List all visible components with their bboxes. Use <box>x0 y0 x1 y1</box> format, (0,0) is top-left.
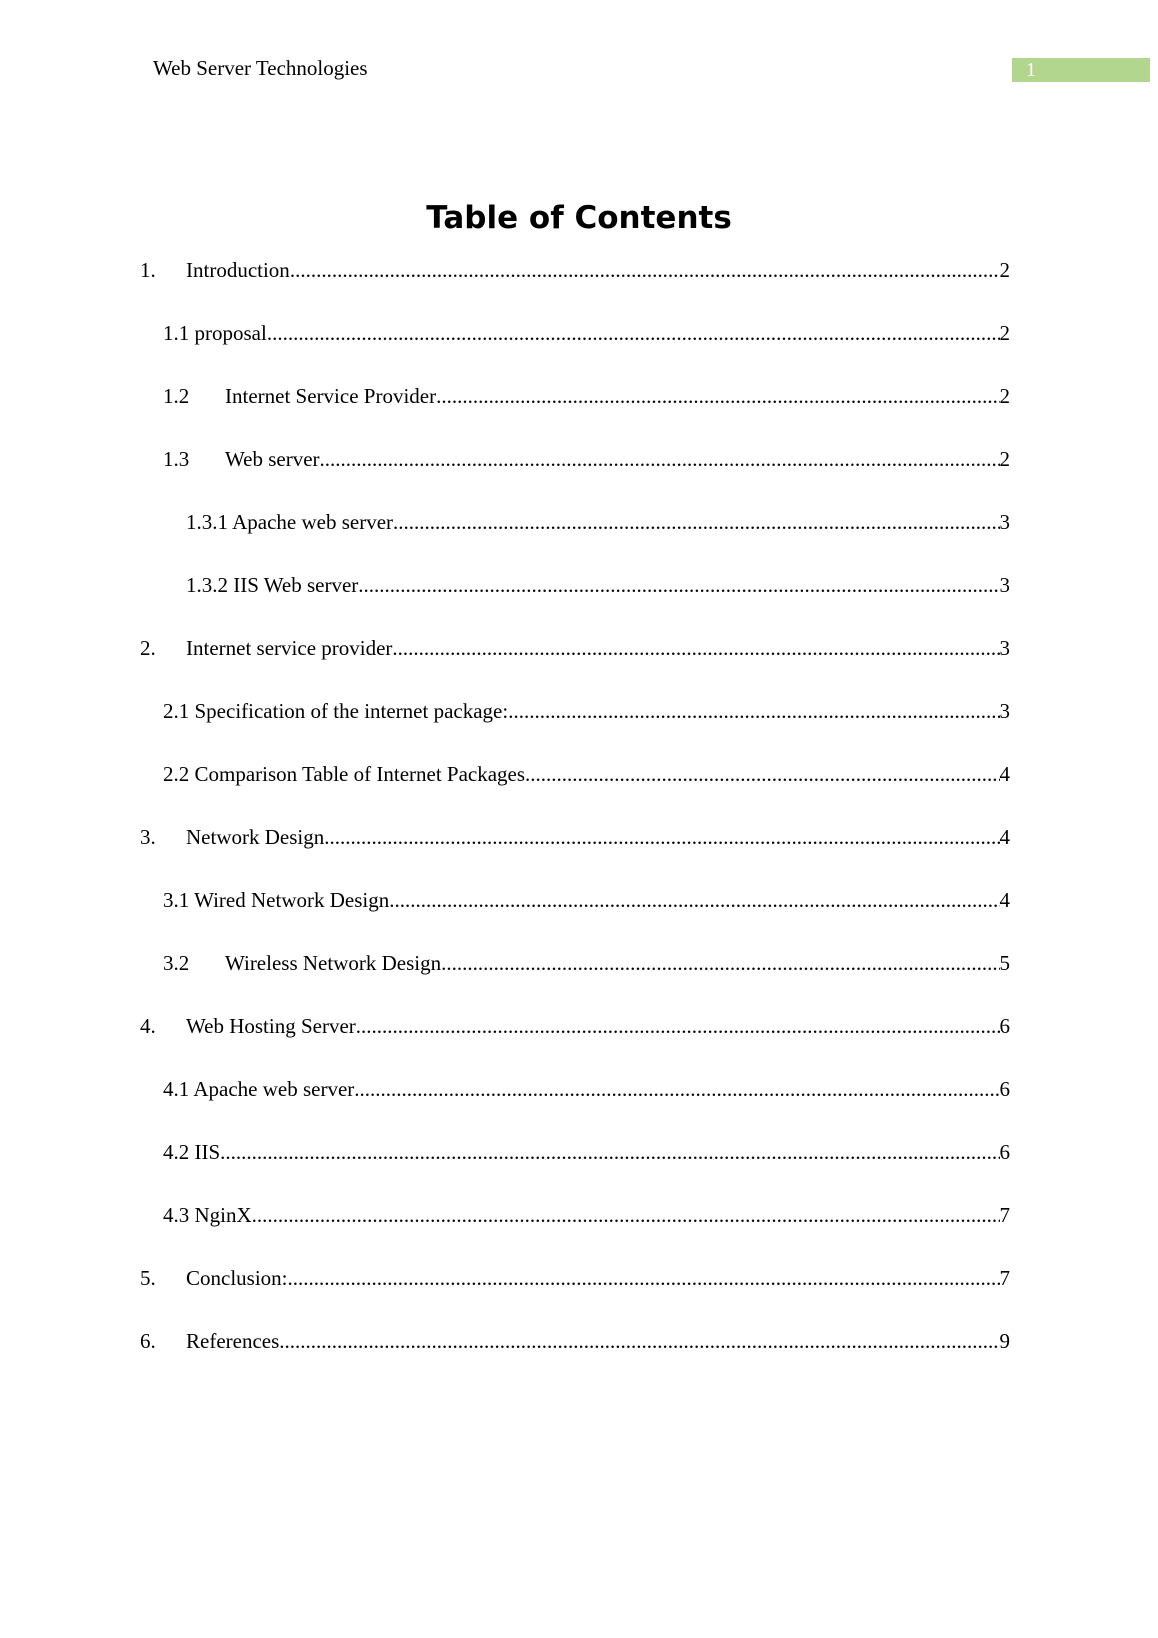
toc-entry-label: 1.3.1 Apache web server <box>186 510 394 534</box>
toc-entry-label: 4.1 Apache web server <box>163 1077 355 1101</box>
toc-entry[interactable] <box>163 697 1010 725</box>
toc-entry-label: Internet service provider <box>186 636 393 660</box>
toc-dot-leader <box>267 319 1000 347</box>
toc-entry-label: Wireless Network Design <box>225 951 442 975</box>
toc-dot-leader <box>354 1075 999 1103</box>
toc-entry-number: 4. <box>140 1014 156 1038</box>
toc-entry-label: Introduction <box>186 258 290 282</box>
toc-entry-number: 2. <box>140 636 156 660</box>
toc-entry-label: 1.1 proposal <box>163 321 267 345</box>
toc-entry[interactable] <box>163 1075 1010 1103</box>
toc-entry-number: 1. <box>140 258 156 282</box>
toc-entry[interactable] <box>186 571 1010 599</box>
toc-entry-page: 3 <box>999 573 1010 597</box>
toc-dot-leader <box>441 949 999 977</box>
toc-entry-label: Web Hosting Server <box>186 1014 356 1038</box>
toc-dot-leader <box>393 508 999 536</box>
toc-dot-leader <box>320 445 1000 473</box>
toc-dot-leader <box>324 823 999 851</box>
toc-entry[interactable] <box>163 1138 1010 1166</box>
toc-dot-leader <box>252 1201 1000 1229</box>
toc-entry-page: 6 <box>999 1140 1010 1164</box>
toc-dot-leader <box>356 1012 1000 1040</box>
toc-entry[interactable] <box>163 319 1010 347</box>
toc-entry-number: 3. <box>140 825 156 849</box>
toc-entry-label: 1.3.2 IIS Web server <box>186 573 359 597</box>
toc-entry-page: 9 <box>999 1329 1010 1353</box>
page-number-badge: 1 <box>1012 58 1150 82</box>
toc-entry[interactable] <box>163 1201 1010 1229</box>
toc-entry-page: 6 <box>999 1077 1010 1101</box>
toc-entry-page: 3 <box>999 636 1010 660</box>
running-header-title: Web Server Technologies <box>153 56 368 80</box>
toc-entry[interactable] <box>163 886 1010 914</box>
toc-entry-label: Network Design <box>186 825 325 849</box>
toc-entry-page: 6 <box>999 1014 1010 1038</box>
toc-entry-page: 3 <box>999 699 1010 723</box>
toc-entry-label: References <box>186 1329 280 1353</box>
toc-entry[interactable] <box>140 634 1010 662</box>
toc-entry-page: 2 <box>999 258 1010 282</box>
toc-entry[interactable] <box>140 823 1010 851</box>
toc-entry-page: 2 <box>999 384 1010 408</box>
toc-dot-leader <box>508 697 999 725</box>
toc-entry-label: Internet Service Provider <box>225 384 437 408</box>
toc-dot-leader <box>389 886 999 914</box>
toc-entry-label: Conclusion: <box>186 1266 288 1290</box>
toc-entry-page: 4 <box>999 825 1010 849</box>
toc-dot-leader <box>290 256 1000 284</box>
toc-dot-leader <box>279 1327 999 1355</box>
toc-entry-label: 4.3 NginX <box>163 1203 252 1227</box>
toc-entry-label: 4.2 IIS <box>163 1140 221 1164</box>
toc-entry[interactable] <box>163 949 1010 977</box>
toc-entry[interactable] <box>163 445 1010 473</box>
toc-entry-number: 5. <box>140 1266 156 1290</box>
toc-entry-page: 7 <box>999 1203 1010 1227</box>
toc-dot-leader <box>358 571 999 599</box>
toc-entry-page: 3 <box>999 510 1010 534</box>
toc-entry[interactable] <box>140 1327 1010 1355</box>
toc-entry-page: 2 <box>999 447 1010 471</box>
toc-entry-number: 3.2 <box>163 951 190 975</box>
toc-entry-page: 5 <box>999 951 1010 975</box>
toc-entry-page: 4 <box>999 888 1010 912</box>
toc-heading: Table of Contents <box>426 200 732 236</box>
toc-entry[interactable] <box>140 256 1010 284</box>
toc-entry[interactable] <box>140 1012 1010 1040</box>
toc-dot-leader <box>288 1264 1000 1292</box>
toc-entry-page: 4 <box>999 762 1010 786</box>
toc-dot-leader <box>525 760 999 788</box>
toc-entry[interactable] <box>163 382 1010 410</box>
toc-entry[interactable] <box>186 508 1010 536</box>
toc-dot-leader <box>436 382 999 410</box>
toc-entry[interactable] <box>163 760 1010 788</box>
toc-entry-label: 2.2 Comparison Table of Internet Packages <box>163 762 526 786</box>
toc-entry-number: 1.2 <box>163 384 190 408</box>
toc-entry-number: 1.3 <box>163 447 190 471</box>
toc-dot-leader <box>392 634 999 662</box>
toc-entry-page: 7 <box>999 1266 1010 1290</box>
toc-dot-leader <box>220 1138 999 1166</box>
toc-entry-page: 2 <box>999 321 1010 345</box>
toc-entry[interactable] <box>140 1264 1010 1292</box>
toc-entry-number: 6. <box>140 1329 156 1353</box>
toc-entry-label: Web server <box>225 447 320 471</box>
toc-entry-label: 3.1 Wired Network Design <box>163 888 390 912</box>
toc-entry-label: 2.1 Specification of the internet package: <box>163 699 509 723</box>
